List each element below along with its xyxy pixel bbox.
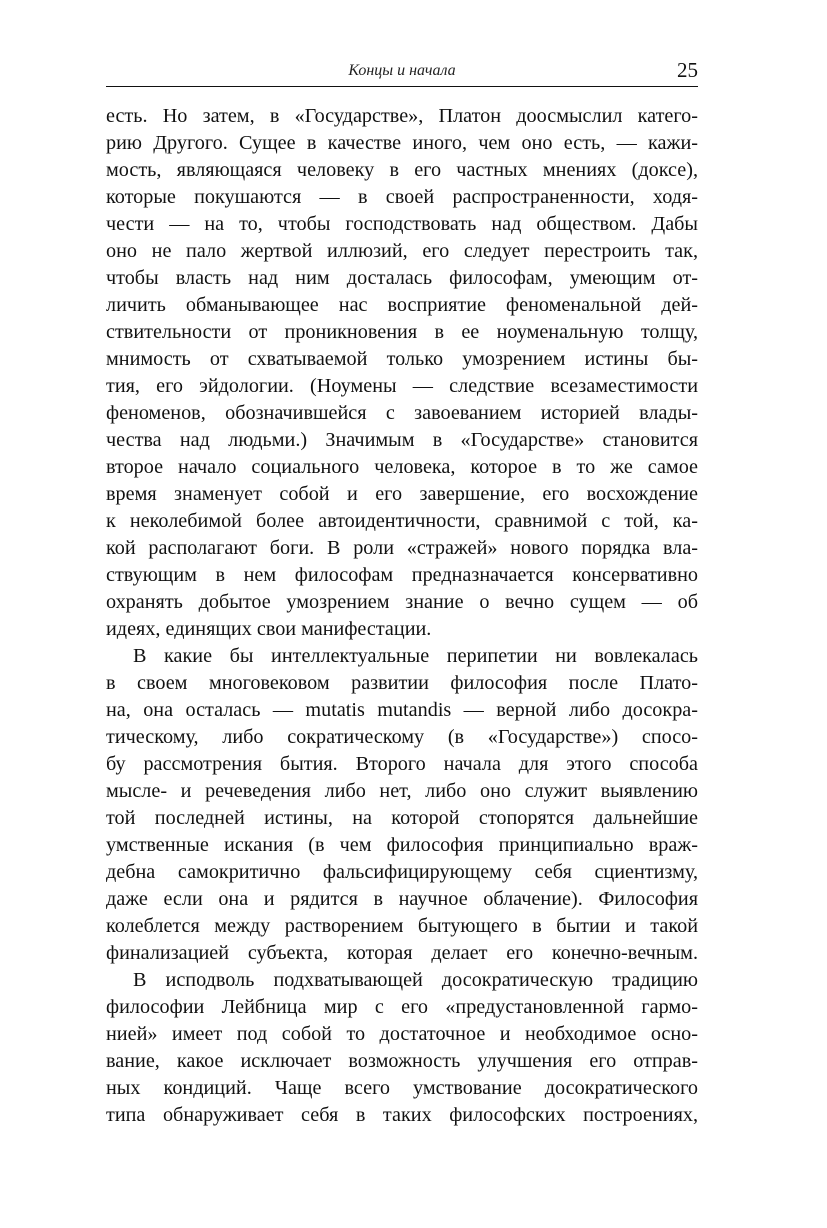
text-line: на, она осталась — mutatis mutandis — верной либо досокра-: [106, 699, 698, 721]
text-line: умственные искания (в чем философия принципиально враж-: [106, 834, 698, 856]
paragraph-3: [106, 967, 698, 1129]
text-line: тическому, либо сократическому (в «Государстве») спосо-: [106, 726, 698, 748]
text-line: финализацией субъекта, которая делает его конечно-вечным.: [106, 942, 698, 964]
text-line: В исподволь подхватывающей досократическую традицию: [133, 969, 698, 991]
text-line: есть. Но затем, в «Государстве», Платон доосмыслил катего-: [106, 105, 698, 127]
text-line: которые покушаются — в своей распространенности, ходя-: [106, 186, 698, 208]
text-line: тия, его эйдологии. (Ноумены — следствие всезаместимости: [106, 375, 698, 397]
text-line: идеях, единящих свои манифестации.: [106, 618, 432, 640]
text-line: личить обманывающее нас восприятие феноменальной дей-: [106, 294, 698, 316]
text-line: время знаменует собой и его завершение, его восхождение: [106, 483, 698, 505]
text-line: нией» имеет под собой то достаточное и необходимое осно-: [106, 1023, 698, 1045]
text-line: к неколебимой более автоидентичности, сравнимой с той, ка-: [106, 510, 698, 532]
page-number: 25: [677, 58, 698, 82]
text-line: философии Лейбница мир с его «предустановленной гармо-: [106, 996, 698, 1018]
text-line: даже если она и рядится в научное облачение). Философия: [106, 888, 698, 910]
text-line: той последней истины, на которой стопорятся дальнейшие: [106, 807, 698, 829]
text-line: чести — на то, чтобы господствовать над обществом. Дабы: [106, 213, 698, 235]
paragraph-1: [106, 103, 698, 643]
text-line: дебна самокритично фальсифицирующему себя сциентизму,: [106, 861, 698, 883]
text-line: ствующим в нем философам предназначается консервативно: [106, 564, 698, 586]
paragraph-2: [106, 643, 698, 967]
running-title: Концы и начала: [348, 62, 456, 79]
text-line: В какие бы интеллектуальные перипетии ни вовлекалась: [133, 645, 698, 667]
text-line: чества над людьми.) Значимым в «Государстве» становится: [106, 429, 698, 451]
text-line: оно не пало жертвой иллюзий, его следует перестроить так,: [106, 240, 698, 262]
text-line: мысле- и речеведения либо нет, либо оно служит выявлению: [106, 780, 698, 802]
text-line: типа обнаруживает себя в таких философских построениях,: [106, 1104, 698, 1126]
text-line: второе начало социального человека, которое в то же самое: [106, 456, 698, 478]
text-line: ных кондиций. Чаще всего умствование досократического: [106, 1077, 698, 1099]
text-line: чтобы власть над ним досталась философам, умеющим от-: [106, 267, 698, 289]
text-line: в своем многовековом развитии философия после Плато-: [106, 672, 698, 694]
text-line: ствительности от проникновения в ее ноуменальную толщу,: [106, 321, 698, 343]
text-line: рию Другого. Сущее в качестве иного, чем оно есть, — кажи-: [106, 132, 698, 154]
text-line: мость, являющаяся человеку в его частных мнениях (доксе),: [106, 159, 698, 181]
text-line: мнимость от схватываемой только умозрением истины бы-: [106, 348, 698, 370]
text-line: кой располагают боги. В роли «стражей» нового порядка вла-: [106, 537, 698, 559]
text-line: вание, какое исключает возможность улучшения его отправ-: [106, 1050, 698, 1072]
text-line: бу рассмотрения бытия. Второго начала для этого способа: [106, 753, 698, 775]
text-line: охранять добытое умозрением знание о вечно сущем — об: [106, 591, 698, 613]
running-header: [106, 60, 698, 87]
text-line: колеблется между растворением бытующего в бытии и такой: [106, 915, 698, 937]
text-line: феноменов, обозначившейся с завоеванием историей влады-: [106, 402, 698, 424]
body-text: [106, 103, 698, 1129]
